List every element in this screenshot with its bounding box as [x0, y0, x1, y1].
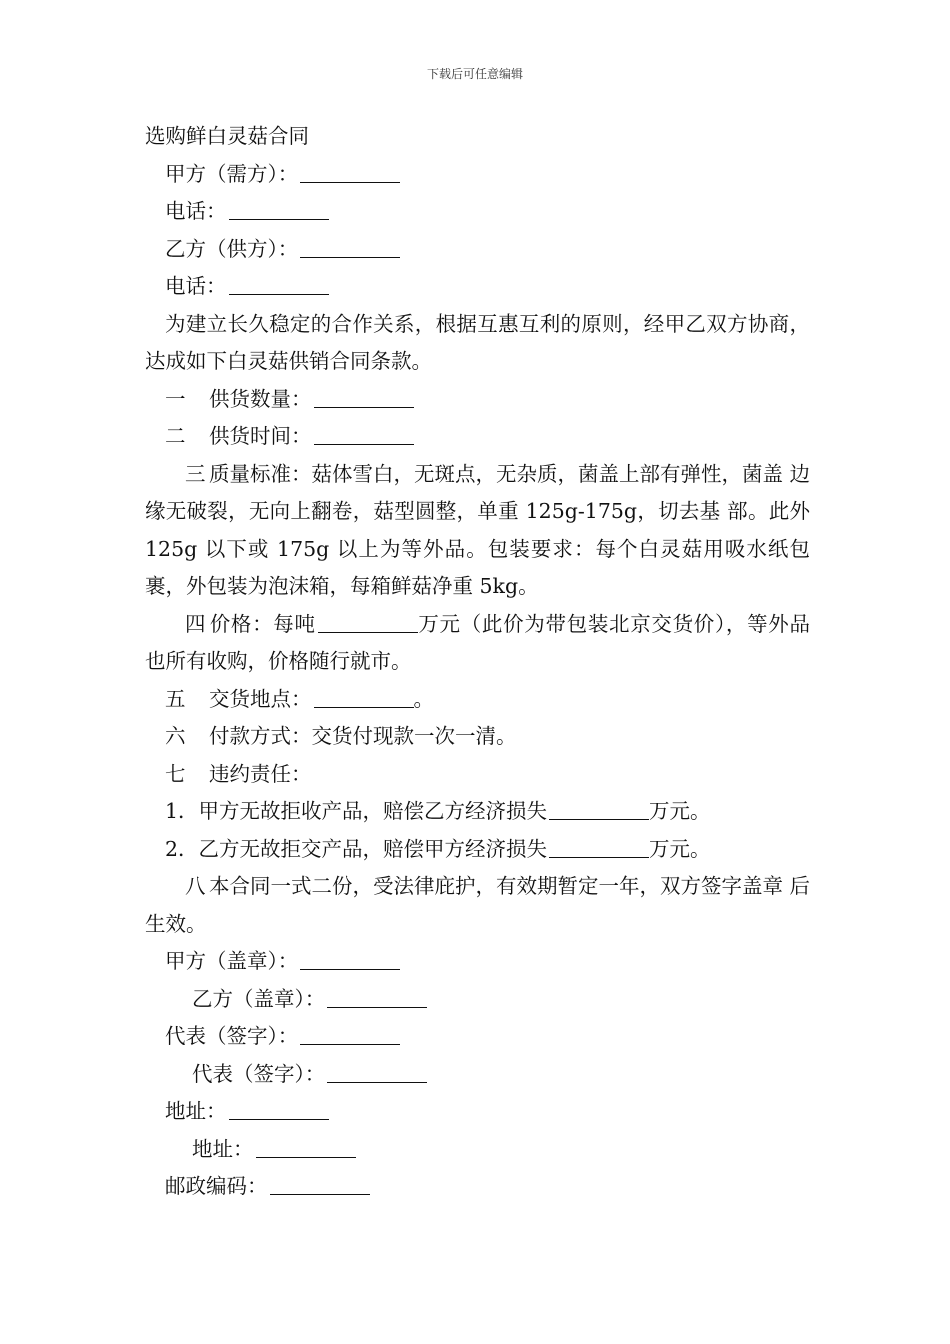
postcode-blank[interactable]	[270, 1170, 370, 1195]
clause-2-label: 供货时间：	[209, 424, 312, 448]
seal-b-blank[interactable]	[327, 983, 427, 1008]
clause-4	[145, 606, 810, 681]
rep-a-line	[145, 1018, 810, 1056]
seal-a-blank[interactable]	[300, 945, 400, 970]
clause-2-number: 二	[165, 424, 186, 448]
clause-3	[145, 456, 810, 606]
addr-b-label: 地址：	[192, 1136, 254, 1161]
clause-1	[145, 381, 810, 419]
clause-7-item-2	[145, 831, 810, 869]
addr-a-line	[145, 1093, 810, 1131]
clause-1-label: 供货数量：	[209, 386, 312, 411]
rep-b-label: 代表（签字）：	[192, 1061, 326, 1086]
rep-a-label: 代表（签字）：	[165, 1024, 299, 1048]
clause-6-number: 六	[165, 724, 186, 748]
clause-7	[145, 756, 810, 794]
clause-6-text: 付款方式：交货付现款一次一清。	[209, 724, 517, 748]
clause-5-number: 五	[165, 686, 186, 711]
phone-b-line	[145, 268, 810, 306]
clause-7-item-2-number: 2．	[165, 836, 199, 861]
clause-3-text: 质量标准：菇体雪白，无斑点，无杂质，菌盖上部有弹性，菌盖 边缘无破裂，无向上翻卷，菇型圆整，单重 125g-175g，切去基 部。此外 125g 以下或 175g 以上为等外品。包装要求：每个白灵菇用吸水纸包裹，外包装为泡沫箱，每箱鲜菇净重 5kg。	[145, 461, 811, 598]
postcode-line	[145, 1168, 810, 1206]
clause-4-text-after: 万元（此价为带包装北京交货价），等外品 也所有收购，价格随行就市。	[145, 611, 810, 673]
delivery-location-blank[interactable]	[314, 683, 414, 708]
contract-title: 选购鲜白灵菇合同	[145, 124, 309, 148]
addr-b-blank[interactable]	[256, 1133, 356, 1158]
penalty-a-blank[interactable]	[549, 795, 649, 820]
seal-a-line	[145, 943, 810, 981]
clause-2	[145, 418, 810, 456]
clause-8-number: 八	[185, 874, 206, 898]
rep-b-line	[145, 1056, 810, 1094]
seal-b-label: 乙方（盖章）：	[192, 986, 326, 1011]
seal-a-label: 甲方（盖章）：	[165, 949, 299, 973]
supply-time-blank[interactable]	[314, 420, 414, 445]
header-note: 下载后可任意编辑	[426, 67, 523, 81]
clause-7-text: 违约责任：	[209, 761, 312, 786]
party-b-label: 乙方（供方）：	[165, 236, 299, 261]
party-b-line	[145, 231, 810, 269]
clause-4-number: 四	[185, 611, 206, 636]
rep-a-blank[interactable]	[300, 1020, 400, 1045]
clause-5	[145, 681, 810, 719]
clause-5-label: 交货地点：	[209, 686, 312, 711]
postcode-label: 邮政编码：	[165, 1174, 268, 1198]
addr-a-label: 地址：	[165, 1099, 227, 1123]
phone-a-label: 电话：	[165, 199, 227, 223]
party-b-blank[interactable]	[300, 233, 400, 258]
clause-8	[145, 868, 810, 943]
clause-3-number: 三	[185, 461, 206, 486]
clause-7-item-2-text: 乙方无故拒交产品，赔偿甲方经济损失	[198, 836, 548, 861]
party-a-blank[interactable]	[300, 158, 400, 183]
seal-b-line	[145, 981, 810, 1019]
phone-b-label: 电话：	[165, 274, 227, 298]
party-a-line	[145, 156, 810, 194]
clause-7-item-2-suffix: 万元。	[649, 836, 711, 861]
clause-6	[145, 718, 810, 756]
addr-a-blank[interactable]	[229, 1095, 329, 1120]
clause-5-suffix: 。	[413, 686, 434, 711]
intro-paragraph: 为建立长久稳定的合作关系，根据互惠互利的原则，经甲乙双方协商，达成如下白灵菇供销合同条款。	[145, 311, 810, 373]
clause-7-item-1	[145, 793, 810, 831]
addr-b-line	[145, 1131, 810, 1169]
contract-body	[145, 118, 810, 1206]
clause-8-text: 本合同一式二份，受法律庇护，有效期暂定一年，双方签字盖章 后生效。	[145, 874, 811, 936]
clause-4-text-before: 价格：每吨	[209, 611, 316, 636]
clause-7-item-1-suffix: 万元。	[649, 799, 711, 823]
phone-b-blank[interactable]	[229, 270, 329, 295]
clause-1-number: 一	[165, 386, 186, 411]
rep-b-blank[interactable]	[327, 1058, 427, 1083]
phone-a-line	[145, 193, 810, 231]
party-a-label: 甲方（需方）：	[165, 161, 299, 186]
clause-7-item-1-number: 1．	[165, 799, 199, 823]
penalty-b-blank[interactable]	[549, 833, 649, 858]
clause-7-number: 七	[165, 761, 186, 786]
supply-quantity-blank[interactable]	[314, 383, 414, 408]
phone-a-blank[interactable]	[229, 195, 329, 220]
price-blank[interactable]	[318, 608, 418, 633]
clause-7-item-1-text: 甲方无故拒收产品，赔偿乙方经济损失	[198, 799, 548, 823]
